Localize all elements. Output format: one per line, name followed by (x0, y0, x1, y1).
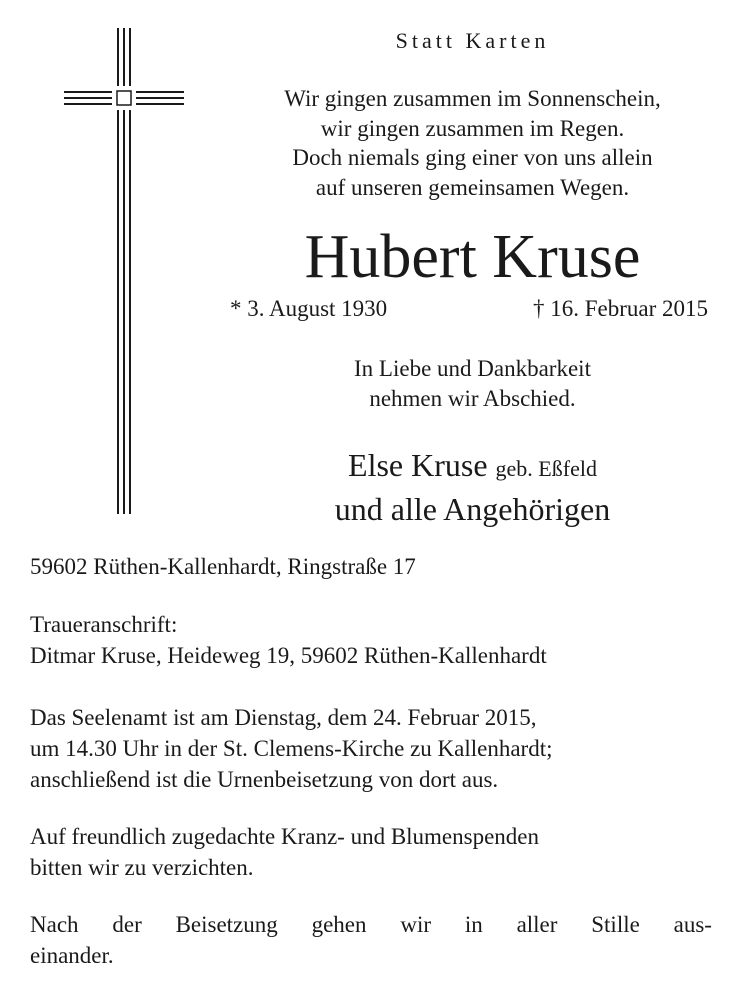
birth-date: * 3. August 1930 (230, 296, 388, 321)
farewell-line: In Liebe und Dankbarkeit (354, 356, 591, 381)
trauer-label: Traueranschrift: (30, 612, 178, 637)
widow-line (215, 445, 730, 489)
farewell-line: nehmen wir Abschied. (369, 386, 576, 411)
requiem-line: anschließend ist die Urnenbeisetzung von dort aus. (30, 767, 499, 792)
donation-line: Auf freundlich zugedachte Kranz- und Blumenspenden (30, 824, 540, 849)
word: in (464, 912, 483, 937)
donation-note (30, 821, 712, 883)
donation-line: bitten wir zu verzichten. (30, 855, 254, 880)
widow-name: Else Kruse (348, 447, 488, 483)
farewell-text (215, 354, 730, 414)
mourners (215, 445, 730, 529)
word: Stille (591, 912, 640, 937)
death-date: † 16. Februar 2015 (532, 296, 708, 321)
silence-line-1 (30, 909, 712, 940)
poem-line: Wir gingen zusammen im Sonnenschein, (284, 86, 661, 111)
residence-address (30, 551, 712, 582)
mourning-address (30, 609, 712, 671)
word: Nach (30, 912, 79, 937)
word: aus- (673, 912, 712, 937)
poem-line: auf unseren gemeinsamen Wegen. (315, 174, 630, 200)
silence-line-2: einander. (30, 943, 114, 968)
requiem-line: Das Seelenamt ist am Dienstag, dem 24. Februar 2015, (30, 705, 537, 730)
relatives-line: und alle Angehörigen (334, 491, 611, 527)
word: der (112, 912, 142, 937)
word: wir (400, 912, 432, 937)
poem-line: wir gingen zusammen im Regen. (320, 115, 625, 141)
requiem-info (30, 702, 712, 795)
address-line: 59602 Rüthen-Kallenhardt, Ringstraße 17 (30, 554, 416, 579)
word: gehen (311, 912, 367, 937)
silence-note (30, 909, 712, 971)
cross-icon (60, 28, 190, 514)
requiem-line: um 14.30 Uhr in der St. Clemens-Kirche zu Kallenhardt; (30, 736, 553, 761)
poem (215, 84, 730, 202)
trauer-line: Ditmar Kruse, Heideweg 19, 59602 Rüthen-Kallenhardt (30, 643, 547, 668)
word: aller (516, 912, 558, 937)
statt-karten: Statt Karten (395, 28, 550, 53)
poem-line: Doch niemals ging einer von uns allein (292, 145, 653, 170)
deceased-name: Hubert Kruse (304, 223, 641, 291)
widow-nee: geb. Eßfeld (495, 456, 597, 481)
word: Beisetzung (175, 912, 278, 937)
